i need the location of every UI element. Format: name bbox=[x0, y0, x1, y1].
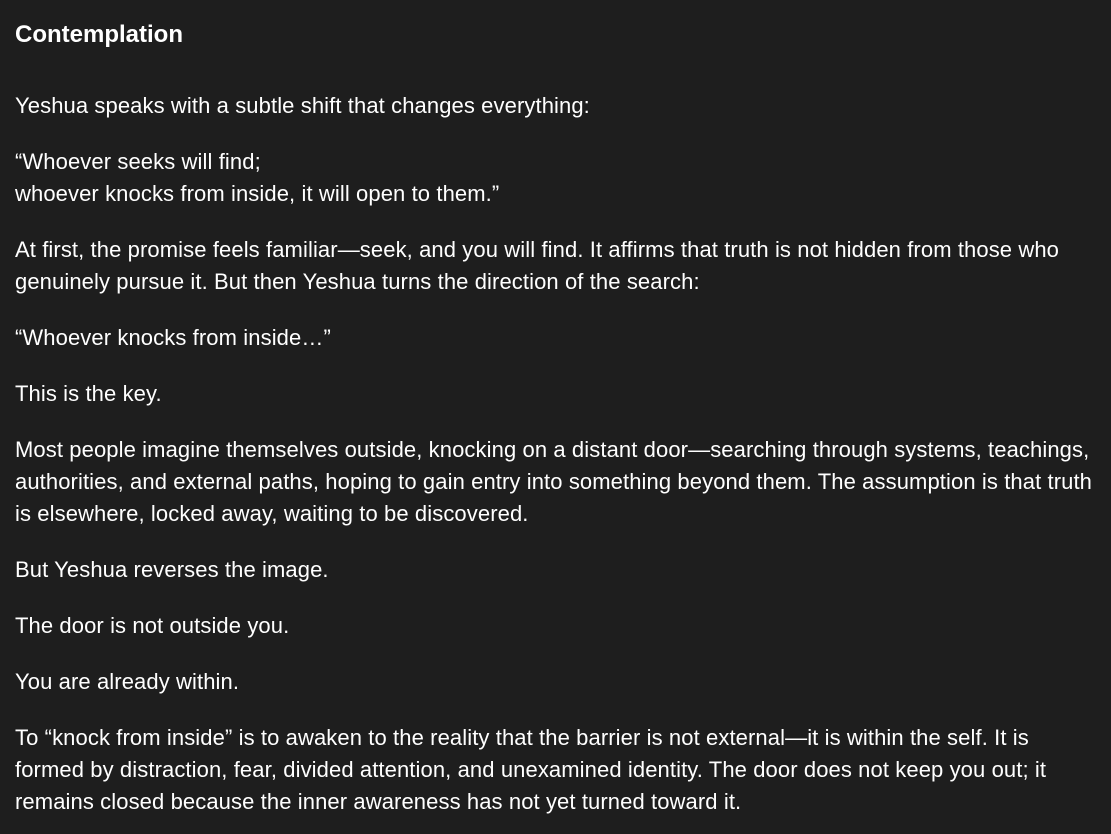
paragraph-door: The door is not outside you. bbox=[15, 613, 290, 638]
paragraph-key: This is the key. bbox=[15, 381, 162, 406]
paragraph-outside: Most people imagine themselves outside, knocking on a distant door—searching through systems, teachings, authorities, and external paths, hoping to gain entry into something beyond them. The assumption is that truth is elsewhere, locked away, waiting to be discovered. bbox=[15, 437, 1093, 526]
quote-line-1: “Whoever seeks will find; bbox=[15, 149, 261, 174]
paragraph-intro: Yeshua speaks with a subtle shift that changes everything: bbox=[15, 93, 590, 118]
paragraph-reverse: But Yeshua reverses the image. bbox=[15, 557, 329, 582]
paragraph-quote bbox=[15, 146, 1096, 210]
document-heading: Contemplation bbox=[15, 21, 183, 48]
paragraph-within: You are already within. bbox=[15, 669, 240, 694]
paragraph-promise: At first, the promise feels familiar—seek, and you will find. It affirms that truth is not hidden from those who genuinely pursue it. But then Yeshua turns the direction of the search: bbox=[15, 237, 1060, 294]
quote-line-2: whoever knocks from inside, it will open to them.” bbox=[15, 181, 500, 206]
paragraph-knocks-quote: “Whoever knocks from inside…” bbox=[15, 325, 331, 350]
paragraph-knock-inside: To “knock from inside” is to awaken to the reality that the barrier is not external—it is within the self. It is formed by distraction, fear, divided attention, and unexamined identity. The door does not keep you out; it remains closed because the inner awareness has not yet turned toward it. bbox=[15, 725, 1047, 814]
